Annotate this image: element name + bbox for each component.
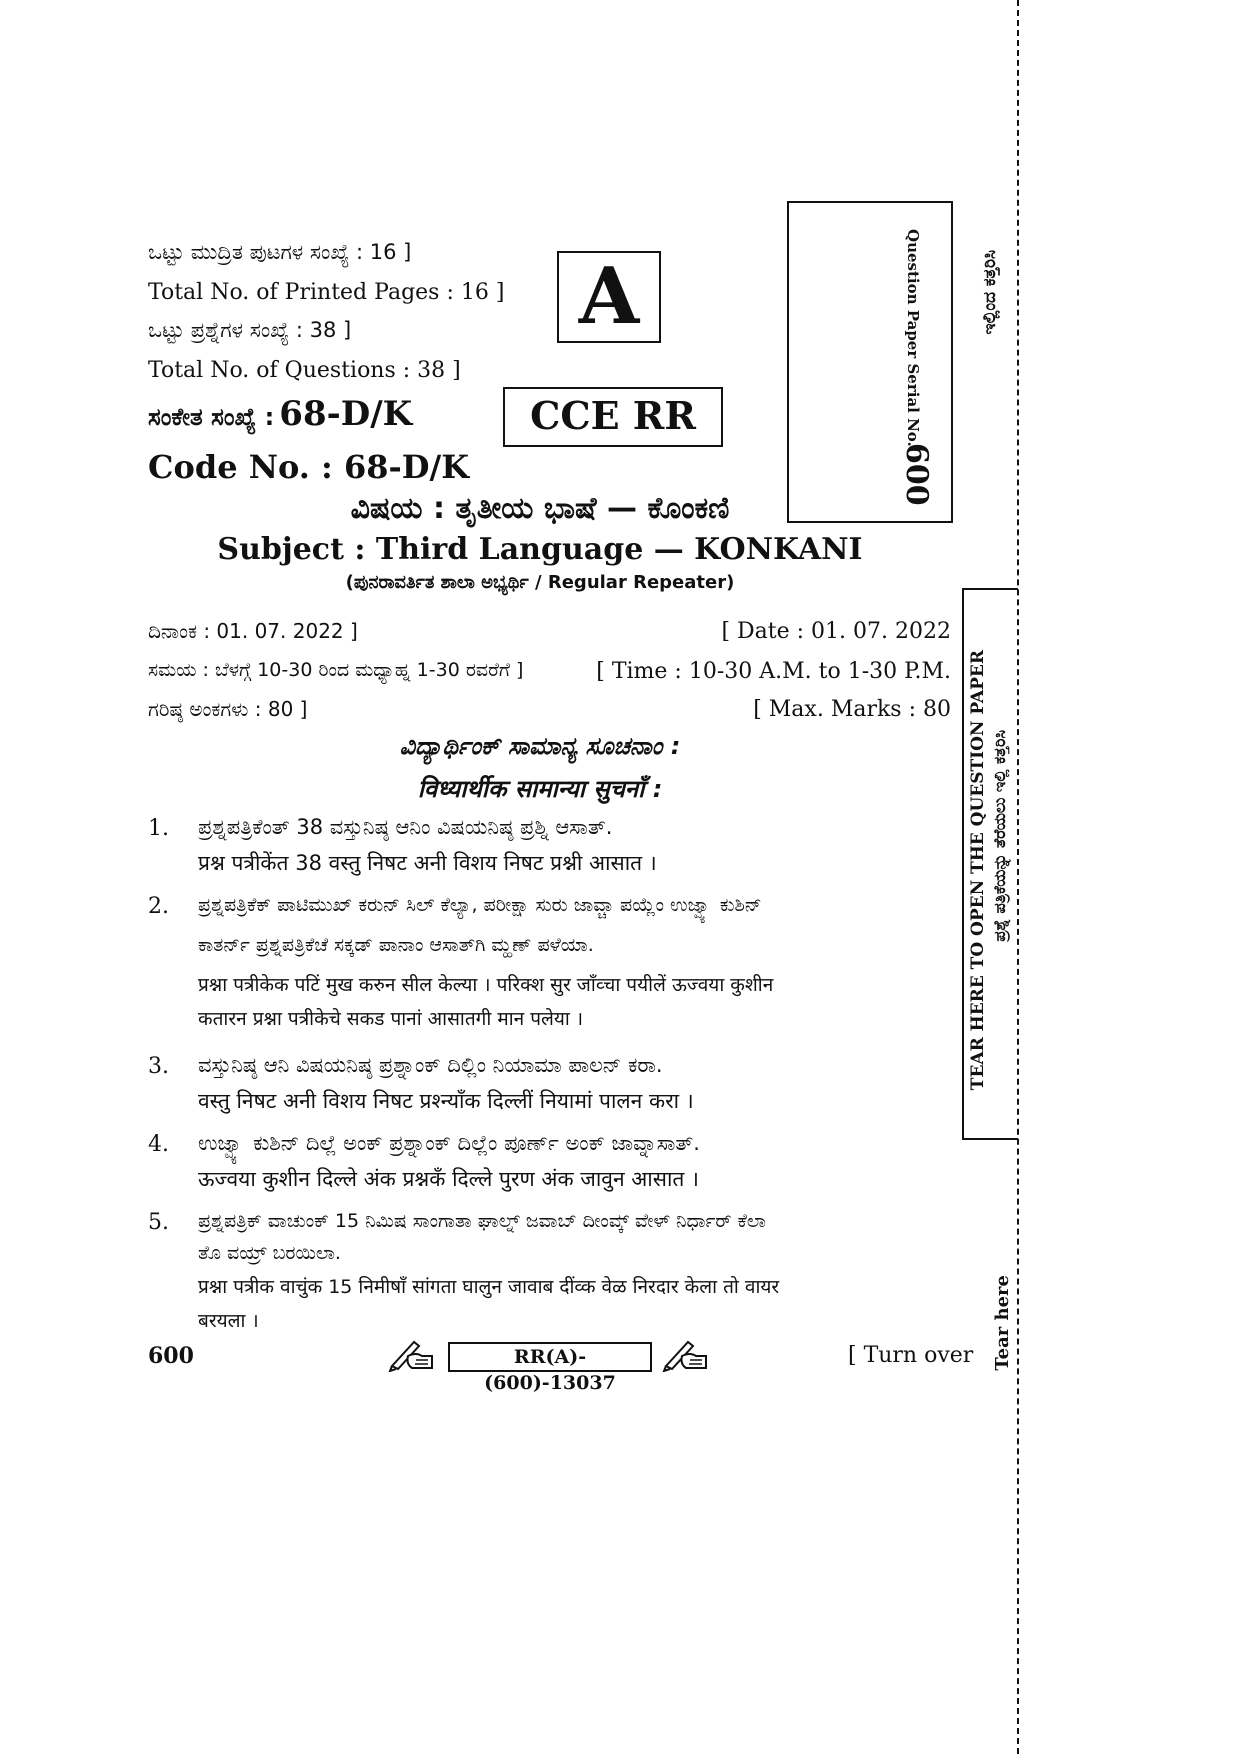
date-kn: ದಿನಾಂಕ : 01. 07. 2022 ] — [148, 619, 358, 643]
instructions-list — [148, 810, 948, 1344]
time-kn: ಸಮಯ : ಬೆಳಗ್ಗೆ 10-30 ರಿಂದ ಮಧ್ಯಾಹ್ನ 1-30 ರವರೆಗೆ ] — [148, 659, 524, 681]
date-en: [ Date : 01. 07. 2022 — [721, 619, 951, 644]
item-line: ಉಜ್ವ್ಯಾ ಕುಶಿನ್ ದಿಲ್ಲೆ ಅಂಕ್ ಪ್ರಶ್ನಾಂಕ್ ದಿಲ್ಲೆಂ ಪೂರ್ಣ್ ಅಂಕ್ ಜಾವ್ನಾಸಾತ್. — [198, 1131, 700, 1155]
candidate-type: (ಪುನರಾವರ್ತಿತ ಶಾಲಾ ಅಭ್ಯರ್ಥಿ / Regular Repeater) — [345, 572, 735, 593]
code-kn — [148, 394, 412, 434]
instructions-heading-dev: विध्यार्थीक सामान्या सुचनाँ : — [417, 775, 663, 803]
item-line: प्रश्न पत्रीकेंत 38 वस्तु निषट अनी विशय निषट प्रश्नी आसात । — [198, 851, 657, 875]
exam-type-box: CCE RR — [503, 387, 723, 447]
list-item — [148, 810, 948, 878]
subject-kn: ವಿಷಯ : ತೃತೀಯ ಭಾಷೆ — ಕೊಂಕಣಿ — [350, 491, 730, 526]
list-item — [148, 1126, 948, 1194]
item-number: 1. — [148, 816, 169, 841]
marks-kn: ಗರಿಷ್ಠ ಅಂಕಗಳು : 80 ] — [148, 697, 308, 721]
time-en: [ Time : 10-30 A.M. to 1-30 P.M. — [596, 659, 951, 684]
tear-instruction-box — [962, 588, 1018, 1140]
instructions-heading-kn: ವಿದ್ಯಾರ್ಥಿಂಕ್ ಸಾಮಾನ್ಯ ಸೂಚನಾಂ : — [399, 732, 681, 760]
serial-number-value: 600 — [899, 443, 934, 506]
turn-over: [ Turn over — [848, 1343, 974, 1368]
item-line: प्रश्ना पत्रीकेक पटिं मुख करुन सील केल्या । परिक्श सुर जाँव्चा पयीलें ऊज्वया कुशीन — [198, 974, 774, 996]
item-line: ತೊ ವಯ್ರ್ ಬರಯಿಲಾ. — [198, 1242, 341, 1264]
tear-kn-top: ಇಲ್ಲಿಂದ ಕತ್ತರಿಸಿ — [980, 250, 1000, 335]
item-line: ಪ್ರಶ್ನಪತ್ರಿಕೆಂತ್ 38 ವಸ್ತುನಿಷ್ಠ ಆನಿಂ ವಿಷಯನಿಷ್ಠ ಪ್ರಶ್ನಿ ಆಸಾತ್. — [198, 815, 613, 839]
tear-en: TEAR HERE TO OPEN THE QUESTION PAPER — [968, 650, 988, 1091]
item-number: 2. — [148, 894, 169, 919]
list-item — [148, 1204, 948, 1344]
subject-en: Subject : Third Language — KONKANI — [217, 532, 863, 567]
code-kn-label: ಸಂಕೇತ ಸಂಖ್ಯೆ : — [148, 403, 275, 431]
serial-number-box — [787, 201, 953, 523]
item-line: ಕಾತರ್ನ್ ಪ್ರಶ್ನಪತ್ರಿಕೆಚೆ ಸಕ್ಕಡ್ ಪಾನಾಂ ಆಸಾತ್‌ಗಿ ಮ್ಹಣ್ ಪಳೆಯಾ. — [198, 934, 594, 956]
printed-pages-kn: ಒಟ್ಟು ಮುದ್ರಿತ ಪುಟಗಳ ಸಂಖ್ಯೆ : 16 ] — [148, 240, 412, 264]
pen-hand-icon — [388, 1334, 434, 1372]
item-line: ऊज्वया कुशीन दिल्ले अंक प्रश्नकँ दिल्ले पुरण अंक जावुन आसात । — [198, 1167, 699, 1191]
tear-kn: ಪ್ರಶ್ನೆ ಪತ್ರಿಕೆಯನ್ನು ತೆರೆಯಲು ಇಲ್ಲಿ ಕತ್ತರಿಸಿ — [990, 730, 1009, 942]
questions-kn: ಒಟ್ಟು ಪ್ರಶ್ನೆಗಳ ಸಂಖ್ಯೆ : 38 ] — [148, 318, 352, 342]
item-line: प्रश्ना पत्रीक वाचुंक 15 निमीषाँ सांगता घालुन जावाब दींव्क वेळ निरदार केला तो वायर — [198, 1276, 780, 1298]
item-line: कतारन प्रश्ना पत्रीकेचे सकड पानां आसातगी मान पलेया । — [198, 1008, 584, 1030]
code-kn-value: 68-D/K — [279, 394, 413, 434]
code-en: Code No. : 68-D/K — [148, 448, 470, 486]
item-number: 5. — [148, 1210, 169, 1235]
footer-paper-code: RR(A)-(600)-13037 — [448, 1342, 652, 1372]
tear-here: Tear here — [992, 1275, 1013, 1371]
item-line: ಪ್ರಶ್ನಪತ್ರಿಕ್ ವಾಚುಂಕ್ 15 ನಿಮಿಷ ಸಾಂಗಾತಾ ಘಾಲ್ನ್ ಜವಾಬ್ ದೀಂವ್ಕ್ ವೇಳ್ ನಿರ್ಧಾರ್ ಕೆಲಾ — [198, 1210, 766, 1232]
footer-page-code: 600 — [148, 1343, 194, 1369]
printed-pages-en: Total No. of Printed Pages : 16 ] — [148, 280, 505, 305]
marks-en: [ Max. Marks : 80 — [753, 697, 951, 722]
item-line: ವಸ್ತುನಿಷ್ಠ ಆನಿ ವಿಷಯನಿಷ್ಠ ಪ್ರಶ್ನಾಂಕ್ ದಿಲ್ಲಿಂ ನಿಯಾಮಾ ಪಾಲನ್ ಕರಾ. — [198, 1053, 663, 1077]
item-line: वस्तु निषट अनी विशय निषट प्रश्न्याँक दिल्लीं नियामां पालन करा । — [198, 1089, 694, 1113]
list-item — [148, 888, 948, 1038]
serial-number-label: Question Paper Serial No. — [904, 229, 922, 447]
questions-en: Total No. of Questions : 38 ] — [148, 358, 461, 383]
item-line: बरयला । — [198, 1310, 259, 1332]
pen-hand-icon — [662, 1334, 708, 1372]
item-number: 4. — [148, 1132, 169, 1157]
item-number: 3. — [148, 1054, 169, 1079]
version-box: A — [557, 251, 661, 343]
item-line: ಪ್ರಶ್ನಪತ್ರಿಕೆಕ್ ಪಾಟಿಮುಖ್ ಕರುನ್ ಸಿಲ್ ಕೆಲ್ಯಾ, ಪರೀಕ್ಷಾ ಸುರು ಜಾವ್ಚಾ ಪಯ್ಲೆಂ ಉಜ್ವ್ಯಾ ಕುಶಿನ್ — [198, 894, 762, 916]
list-item — [148, 1048, 948, 1116]
